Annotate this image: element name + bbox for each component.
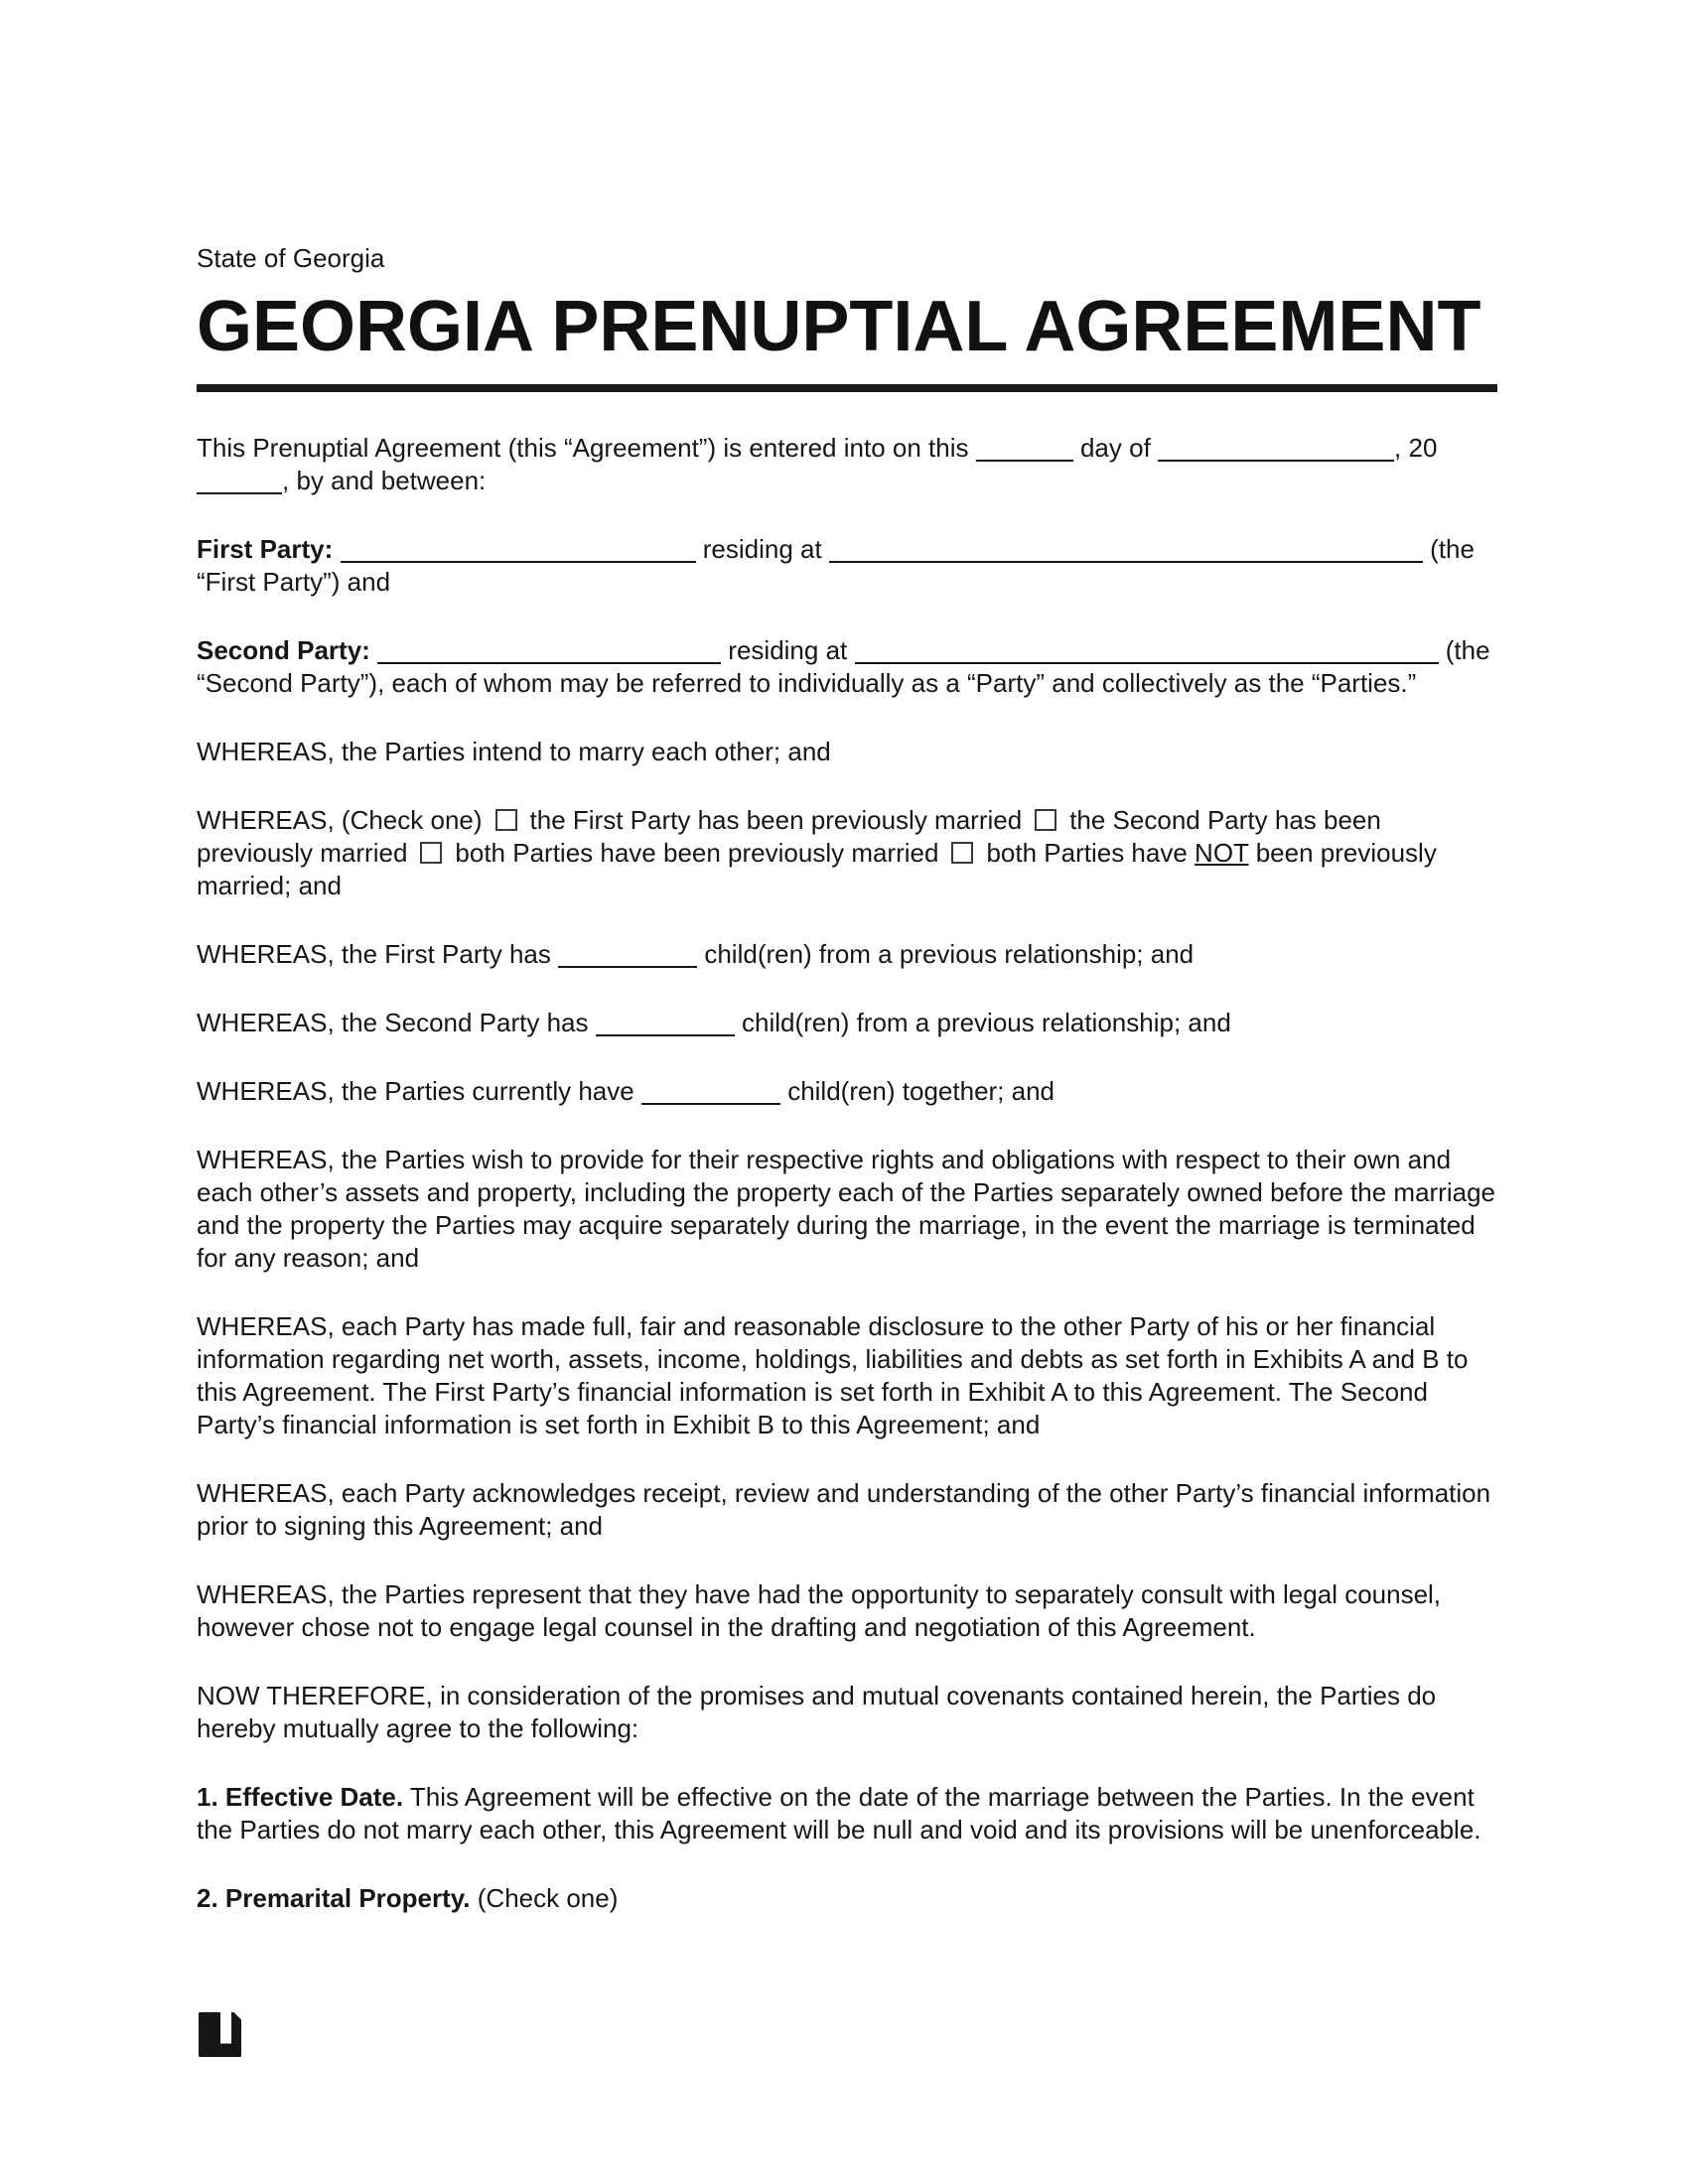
second-party-children-post: child(ren) from a previous relationship; and	[741, 1008, 1231, 1037]
first-party-tail: (the “First Party”) and	[197, 534, 1475, 597]
intro-suffix: , by and between:	[282, 466, 487, 495]
second-party-address-field[interactable]	[855, 654, 1439, 664]
option-both-not-married-post: been previously married; and	[197, 838, 1437, 900]
option-both-married: both Parties have been previously married	[455, 838, 939, 868]
not-underlined: NOT	[1195, 838, 1249, 868]
whereas-receipt-paragraph: WHEREAS, each Party acknowledges receipt, review and understanding of the other Party’s financial information prior to signing this Agreement; and	[197, 1478, 1491, 1541]
first-party-paragraph	[197, 533, 1497, 599]
legaltemplates-logo	[199, 2012, 241, 2057]
children-together-post: child(ren) together; and	[787, 1076, 1055, 1106]
intro-day-of: day of	[1079, 433, 1151, 463]
whereas-marry-paragraph: WHEREAS, the Parties intend to marry each other; and	[197, 737, 831, 766]
now-therefore-paragraph: NOW THEREFORE, in consideration of the promises and mutual covenants contained herein, the Parties do hereby mutually agree to the following:	[197, 1681, 1437, 1743]
whereas-property-paragraph: WHEREAS, the Parties wish to provide for their respective rights and obligations with respect to their own and each other’s assets and property, including the property each of the Parties separately owned before the marriage and the property the Parties may acquire separately during the marriage, in the event the marriage is terminated for any reason; and	[197, 1145, 1495, 1273]
children-together-count-field[interactable]	[641, 1095, 780, 1105]
whereas-previously-married-paragraph	[197, 804, 1497, 902]
checkbox-first-party-married[interactable]	[495, 809, 517, 831]
checkbox-both-married[interactable]	[420, 842, 442, 864]
first-party-residing: residing at	[702, 534, 822, 564]
first-party-children-count-field[interactable]	[558, 958, 697, 968]
second-party-children-count-field[interactable]	[596, 1026, 735, 1036]
whereas-counsel-paragraph: WHEREAS, the Parties represent that they have had the opportunity to separately consult with legal counsel, however chose not to engage legal counsel in the drafting and negotiation of this Agreement.	[197, 1579, 1442, 1642]
state-label: State of Georgia	[197, 243, 385, 273]
option-second-party-married: the Second Party has been previously married	[197, 805, 1381, 868]
whereas-second-party-children-paragraph	[197, 1007, 1497, 1039]
first-party-label: First Party:	[197, 534, 334, 564]
second-party-paragraph	[197, 634, 1497, 700]
first-party-name-field[interactable]	[341, 553, 696, 563]
second-party-tail: (the “Second Party”), each of whom may be referred to individually as a “Party” and collectively as the “Parties.”	[197, 635, 1490, 698]
page-title: GEORGIA PRENUPTIAL AGREEMENT	[197, 287, 1481, 366]
section-1-body: This Agreement will be effective on the date of the marriage between the Parties. In the event the Parties do not marry each other, this Agreement will be null and void and its provisions will be unenforceable.	[197, 1782, 1481, 1844]
section-premarital-property	[197, 1882, 1497, 1915]
second-party-label: Second Party:	[197, 635, 370, 665]
title-rule	[197, 384, 1497, 392]
checkbox-both-not-married[interactable]	[951, 842, 973, 864]
intro-year-prefix: , 20	[1394, 433, 1438, 463]
option-first-party-married: the First Party has been previously married	[529, 805, 1023, 835]
whereas-disclosure-paragraph: WHEREAS, each Party has made full, fair and reasonable disclosure to the other Party of his or her financial information regarding net worth, assets, income, holdings, liabilities and debts as set forth in Exhibits A and B to this Agreement. The First Party’s financial information is set forth in Exhibit A to this Agreement. The Second Party’s financial information is set forth in Exhibit B to this Agreement; and	[197, 1311, 1469, 1439]
second-party-residing: residing at	[728, 635, 848, 665]
whereas-first-party-children-paragraph	[197, 938, 1497, 971]
second-party-children-pre: WHEREAS, the Second Party has	[197, 1008, 589, 1037]
intro-lead: This Prenuptial Agreement (this “Agreement”) is entered into on this	[197, 433, 969, 463]
section-2-title: 2. Premarital Property.	[197, 1883, 471, 1913]
intro-paragraph	[197, 432, 1497, 497]
first-party-children-pre: WHEREAS, the First Party has	[197, 939, 551, 969]
check-one-lead: WHEREAS, (Check one)	[197, 805, 483, 835]
document-content	[197, 242, 1497, 2062]
year-blank-field[interactable]	[197, 484, 282, 494]
section-1-title: 1. Effective Date.	[197, 1782, 404, 1812]
first-party-address-field[interactable]	[829, 553, 1423, 563]
second-party-name-field[interactable]	[377, 654, 721, 664]
month-blank-field[interactable]	[1158, 452, 1394, 462]
whereas-children-together-paragraph	[197, 1075, 1497, 1108]
first-party-children-post: child(ren) from a previous relationship; and	[704, 939, 1195, 969]
children-together-pre: WHEREAS, the Parties currently have	[197, 1076, 634, 1106]
option-both-not-married-pre: both Parties have	[986, 838, 1188, 868]
section-effective-date	[197, 1781, 1497, 1846]
checkbox-second-party-married[interactable]	[1035, 809, 1056, 831]
section-2-body: (Check one)	[477, 1883, 619, 1913]
day-blank-field[interactable]	[976, 452, 1073, 462]
